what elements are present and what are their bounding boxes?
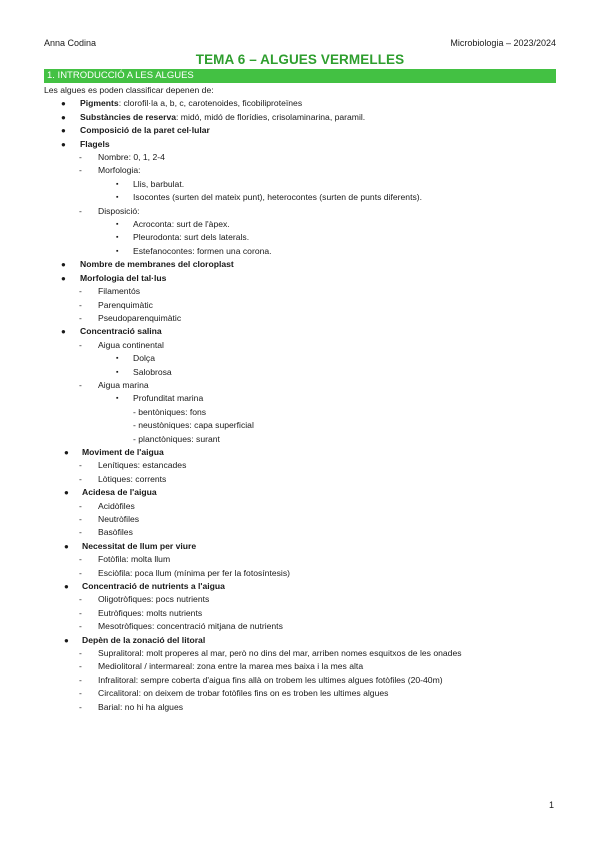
dash-text: Parenquimàtic: [98, 299, 153, 310]
bullet-bold-label: Concentració de nutrients a l'aigua: [82, 581, 225, 592]
dash-icon: -: [79, 500, 82, 511]
list-item: [44, 285, 564, 298]
list-item: [44, 500, 564, 513]
dash-icon: -: [79, 554, 82, 565]
list-item: [44, 446, 564, 459]
list-item: [44, 540, 564, 553]
square-bullet-text: Llis, barbulat.: [133, 178, 185, 189]
dash-text: Aigua marina: [98, 379, 149, 390]
dash-text: Infralitoral: sempre coberta d'aigua fins allà on trobem les ultimes algues fotòfiles (20-40m): [98, 674, 443, 685]
dash-text: Esciòfila: poca llum (mínima per fer la fotosíntesis): [98, 567, 290, 578]
square-bullet-text: Pleurodonta: surt dels laterals.: [133, 232, 250, 243]
bullet-text: [80, 325, 162, 338]
bullet-bold-label: Morfologia del tal·lus: [80, 272, 167, 283]
bullet-icon: ●: [61, 273, 66, 283]
list-item: [44, 433, 564, 446]
dash-text: Mediolitoral / intermareal: zona entre la marea mes baixa i la mes alta: [98, 661, 364, 672]
dash-icon: -: [79, 648, 82, 659]
list-item: [44, 84, 564, 97]
document-title: TEMA 6 – ALGUES VERMELLES: [195, 52, 405, 67]
intro-text: Les algues es poden classificar depenen de:: [44, 85, 214, 95]
list-item: [44, 607, 564, 620]
dash-icon: -: [79, 607, 82, 618]
bullet-icon: ●: [61, 112, 66, 122]
dash-text: Filamentós: [98, 286, 141, 297]
content-list: [44, 84, 564, 714]
list-item: [44, 379, 564, 392]
list-item: [44, 366, 564, 379]
bullet-bold-label: Necessitat de llum per viure: [82, 540, 197, 551]
bullet-icon: ●: [64, 635, 69, 645]
list-item: [44, 620, 564, 633]
bullet-text: [82, 446, 164, 459]
dash-text: Disposició:: [98, 205, 140, 216]
square-bullet-icon: ▪: [116, 395, 119, 403]
list-item: [44, 151, 564, 164]
bullet-icon: ●: [61, 327, 66, 337]
dash-text: Oligotròfiques: pocs nutrients: [98, 594, 210, 605]
list-item: [44, 419, 564, 432]
dash-icon: -: [79, 621, 82, 632]
dash-text: Lenítiques: estancades: [98, 460, 187, 471]
sub-item-text: - bentòniques: fons: [133, 406, 207, 417]
bullet-icon: ●: [64, 582, 69, 592]
list-item: [44, 687, 564, 700]
dash-text: Acidòfiles: [98, 500, 135, 511]
bullet-icon: ●: [64, 541, 69, 551]
bullet-bold-label: Nombre de membranes del cloroplast: [80, 259, 234, 270]
bullet-icon: ●: [61, 139, 66, 149]
list-item: [44, 312, 564, 325]
dash-text: Eutròfiques: molts nutrients: [98, 607, 203, 618]
dash-icon: -: [79, 701, 82, 712]
list-item: [44, 272, 564, 285]
square-bullet-icon: ▪: [116, 234, 119, 242]
dash-icon: -: [79, 165, 82, 176]
bullet-detail: : midó, midó de florídies, crisolaminarina, paramil.: [176, 111, 366, 122]
dash-icon: -: [79, 594, 82, 605]
list-item: [44, 352, 564, 365]
square-bullet-text: Profunditat marina: [133, 393, 204, 404]
bullet-icon: ●: [64, 447, 69, 457]
list-item: [44, 593, 564, 606]
bullet-bold-label: Pigments: [80, 98, 119, 109]
list-item: [44, 567, 564, 580]
square-bullet-icon: ▪: [116, 355, 119, 363]
dash-text: Basòfiles: [98, 527, 133, 538]
list-item: [44, 97, 564, 110]
dash-icon: -: [79, 299, 82, 310]
dash-icon: -: [79, 312, 82, 323]
square-bullet-text: Salobrosa: [133, 366, 172, 377]
list-item: [44, 124, 564, 137]
bullet-bold-label: Moviment de l'aigua: [82, 446, 164, 457]
square-bullet-text: Estefanocontes: formen una corona.: [133, 245, 272, 256]
list-item: [44, 164, 564, 177]
list-item: [44, 258, 564, 271]
dash-text: Neutròfiles: [98, 514, 140, 524]
dash-text: Mesotròfiques: concentració mitjana de nutrients: [98, 621, 283, 632]
dash-text: Morfologia:: [98, 165, 141, 176]
bullet-bold-label: Concentració salina: [80, 326, 162, 337]
dash-icon: -: [79, 688, 82, 699]
list-item: [44, 634, 564, 647]
list-item: [44, 701, 564, 714]
square-bullet-text: Dolça: [133, 353, 155, 364]
list-item: [44, 660, 564, 673]
bullet-text: [80, 97, 302, 110]
dash-icon: -: [79, 339, 82, 350]
dash-icon: -: [79, 527, 82, 538]
list-item: [44, 231, 564, 244]
list-item: [44, 406, 564, 419]
list-item: [44, 245, 564, 258]
list-item: [44, 111, 564, 124]
bullet-text: [80, 258, 234, 271]
list-item: [44, 218, 564, 231]
square-bullet-icon: ▪: [116, 221, 119, 229]
bullet-icon: ●: [61, 126, 66, 136]
bullet-bold-label: Acidesa de l'aigua: [82, 487, 157, 498]
bullet-icon: ●: [61, 99, 66, 109]
bullet-text: [80, 272, 166, 285]
sub-item-text: - planctòniques: surant: [133, 433, 220, 444]
bullet-text: [80, 111, 365, 124]
square-bullet-icon: ▪: [116, 247, 119, 255]
dash-text: Barial: no hi ha algues: [98, 701, 184, 712]
list-item: [44, 178, 564, 191]
dash-icon: -: [79, 205, 82, 216]
bullet-text: [82, 580, 225, 593]
list-item: [44, 526, 564, 539]
bullet-bold-label: Composició de la paret cel·lular: [80, 125, 210, 136]
list-item: [44, 513, 564, 526]
list-item: [44, 553, 564, 566]
dash-icon: -: [79, 567, 82, 578]
list-item: [44, 339, 564, 352]
list-item: [44, 191, 564, 204]
dash-icon: -: [79, 286, 82, 297]
dash-icon: -: [79, 661, 82, 672]
bullet-detail: : clorofil·la a, b, c, carotenoides, ficobiliproteïnes: [118, 98, 303, 109]
bullet-icon: ●: [64, 488, 69, 498]
bullet-bold-label: Depèn de la zonació del litoral: [82, 634, 206, 645]
sub-item-text: - neustòniques: capa superficial: [133, 420, 254, 431]
dash-text: Aigua continental: [98, 339, 164, 350]
list-item: [44, 473, 564, 486]
bullet-text: [82, 540, 196, 553]
page-number: 1: [548, 800, 554, 810]
list-item: [44, 205, 564, 218]
list-item: [44, 647, 564, 660]
bullet-bold-label: Flagels: [80, 138, 110, 149]
dash-icon: -: [79, 460, 82, 471]
square-bullet-text: Acroconta: surt de l'àpex.: [133, 219, 230, 230]
dash-icon: -: [79, 379, 82, 390]
bullet-text: [82, 486, 157, 499]
bullet-bold-label: Substàncies de reserva: [80, 111, 177, 122]
square-bullet-text: Isocontes (surten del mateix punt), heterocontes (surten de punts diferents).: [133, 192, 422, 203]
list-item: [44, 580, 564, 593]
list-item: [44, 486, 564, 499]
list-item: [44, 392, 564, 405]
bullet-text: [80, 138, 110, 151]
bullet-icon: ●: [61, 260, 66, 270]
dash-text: Nombre: 0, 1, 2-4: [98, 152, 165, 163]
list-item: [44, 138, 564, 151]
dash-text: Pseudoparenquimàtic: [98, 312, 182, 323]
dash-icon: -: [79, 674, 82, 685]
list-item: [44, 674, 564, 687]
dash-icon: -: [79, 514, 82, 524]
dash-text: Circalitoral: on deixem de trobar fotòfiles fins on es troben les ultimes algues: [98, 688, 389, 699]
header-course: Microbiologia – 2023/2024: [450, 38, 556, 48]
dash-text: Fotòfila: molta llum: [98, 554, 171, 565]
header-author: Anna Codina: [44, 38, 97, 48]
bullet-text: [82, 634, 205, 647]
square-bullet-icon: ▪: [116, 368, 119, 376]
list-item: [44, 459, 564, 472]
dash-icon: -: [79, 473, 82, 484]
bullet-text: [80, 124, 210, 137]
dash-icon: -: [79, 152, 82, 163]
section-heading: 1. INTRODUCCIÓ A LES ALGUES: [44, 69, 556, 83]
square-bullet-icon: ▪: [116, 180, 119, 188]
list-item: [44, 299, 564, 312]
list-item: [44, 325, 564, 338]
dash-text: Supralitoral: molt properes al mar, però no dins del mar, arriben nomes esquitxos de les onades: [98, 648, 462, 659]
square-bullet-icon: ▪: [116, 194, 119, 202]
dash-text: Lòtiques: corrents: [98, 473, 167, 484]
